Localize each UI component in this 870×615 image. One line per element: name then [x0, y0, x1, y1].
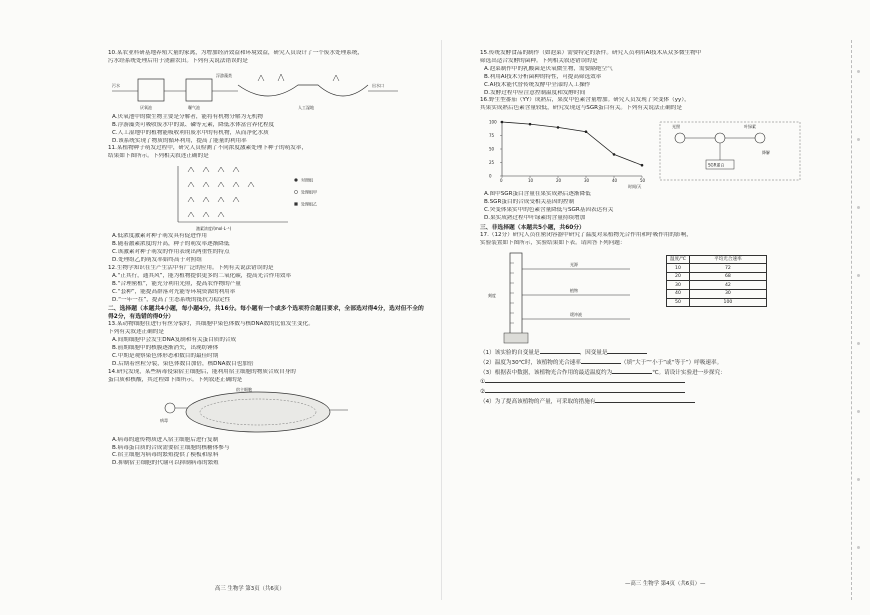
q17-label-plant: 植物: [570, 287, 578, 293]
q14-figure: [108, 386, 426, 436]
q16-y-tick-label: 25: [489, 160, 495, 166]
q17-subq-2-b: （填“大于”“小于”或“等于”）呼吸速率。: [620, 359, 723, 366]
q13-option-b: B.前期细胞中的核膜逐渐消失，出现纺锤体: [112, 345, 219, 352]
table-row: [667, 272, 767, 281]
q14-option-b: B.病毒蛋白质的合成需要宿主细胞的核糖体参与: [112, 444, 230, 451]
q16-option-d: D.果实成熟过程中叶绿素的含量持续增加: [484, 214, 586, 221]
q10-label-aeration: 曝气池: [188, 104, 200, 110]
q11-option-d: D.处理组乙的萌发率始终高于对照组: [112, 256, 202, 263]
binding-stitch: [857, 546, 860, 549]
table-cell: 30: [689, 290, 766, 299]
q10-option-b: B.浮游藻类可吸收废水中的氮、磷等元素，降低水体富营养化程度: [112, 121, 275, 128]
answer-blank[interactable]: [595, 397, 695, 403]
q16-data-point: [613, 153, 616, 156]
table-cell: 72: [689, 264, 766, 273]
table-header: 温度/℃: [667, 255, 690, 264]
binding-stitch: [857, 70, 860, 73]
q10-label-outlet: 出水口: [372, 82, 384, 88]
left-page-footer: 高三 生物学 第3页（共6页）: [215, 586, 285, 592]
q16-option-a: A.图中SGR蛋白含量在果实成熟后逐渐降低: [484, 191, 591, 198]
q16-x-tick-label: 10: [528, 178, 534, 184]
q14-option-a: A.病毒的遗传物质进入宿主细胞后进行复制: [112, 436, 219, 443]
table-cell: 10: [667, 264, 690, 273]
q17-subq-3-step1: [480, 377, 816, 387]
q16-line-chart: [480, 114, 810, 190]
q14-stem-line1: 14.研究发现，某些病毒侵染宿主细胞后，能利用宿主细胞的物质合成自身的: [108, 368, 296, 375]
q17-data-table: [666, 255, 767, 308]
q16-data-point: [557, 126, 560, 129]
q13-option-c: C.中期是观察染色体形态和数目的最佳时期: [112, 353, 219, 360]
q16-diagram-light: 光照: [672, 124, 680, 130]
binding-stitch: [857, 478, 860, 481]
table-cell: 68: [689, 272, 766, 281]
table-row: [667, 290, 767, 299]
q16-x-axis-label: 时间/天: [628, 184, 642, 190]
q16-y-tick-label: 0: [489, 173, 492, 179]
q11-option-c: C.该激素对种子萌发的作用表现出两重性的特点: [112, 249, 230, 256]
q10-figure: [108, 67, 426, 113]
q16-x-tick-label: 30: [584, 178, 590, 184]
table-header-row: [667, 255, 767, 264]
table-row: [667, 281, 767, 290]
q13-stem-line2: 下列有关叙述正确的是: [108, 329, 164, 336]
binding-edge: [851, 40, 866, 600]
q16-x-tick-label: 20: [556, 178, 562, 184]
binding-stitch: [857, 410, 860, 413]
binding-stitch: [857, 138, 860, 141]
q16-figure: [480, 114, 816, 190]
q16-x-tick-label: 40: [612, 178, 618, 184]
q10-option-d: D.该系统实现了物质的循环利用，提高了能量的利用率: [112, 137, 247, 144]
q12-option-a: A.“正其行，通其风”，能为植物提供更多的二氧化碳，提高光合作用效率: [112, 272, 292, 279]
section-2-heading: 二、选择题（本题共4小题，每小题4分，共16分。每小题有一个或多个选项符合题目要求，全部选对得4分，选对但不全的得2分，有选错的得0分）: [108, 306, 424, 321]
q12-option-d: D.“一年一茬”，提高了生态系统的抵抗力稳定性: [112, 296, 231, 303]
table-cell: 50: [667, 298, 690, 307]
q17-subq-3: [480, 368, 816, 378]
table-cell: 30: [667, 281, 690, 290]
table-cell: 40: [667, 290, 690, 299]
q16-data-point: [641, 164, 644, 167]
table-row: [667, 298, 767, 307]
q17-subq-4-a: （4）为了提高该植物的产量，可采取的措施有: [480, 399, 596, 406]
q17-label-scale: 刻度: [488, 292, 496, 298]
q11-stem-line2: 结果如下图所示。下列相关叙述正确的是: [108, 153, 209, 160]
q16-data-point: [529, 123, 532, 126]
q15-option-d: D.发酵过程中应注意控制温度和发酵时间: [484, 89, 586, 96]
q17-label-light: 光源: [570, 261, 578, 267]
table-row: [667, 264, 767, 273]
q11-legend-3: 处理组乙: [301, 201, 317, 207]
q14-option-d: D.抑制宿主细胞的代谢可以抑制病毒的繁殖: [112, 460, 219, 467]
q10-label-wetland: 人工湿地: [298, 104, 314, 110]
page-divider: [441, 40, 442, 600]
q14-label-host: 宿主细胞: [236, 386, 252, 392]
answer-blank[interactable]: [607, 348, 647, 354]
q12-option-c: C.“套种”，能提高群落对光能等环境资源的利用率: [112, 288, 236, 295]
q16-stem-line1: 16.野生型番茄（YY）成熟后，果皮中色素含量增加。研究人员发现了突变体（yy），: [480, 97, 690, 104]
table-cell: 42: [689, 281, 766, 290]
q16-x-tick-label: 0: [500, 178, 503, 184]
answer-blank[interactable]: [612, 368, 652, 374]
q16-data-point: [585, 131, 588, 134]
q11-stem-line1: 11.某植物种子萌发过程中，研究人员检测了不同浓度激素处理下种子的萌发率，: [108, 145, 308, 152]
table-header: 平均光合速率: [689, 255, 766, 264]
q13-option-a: A.间期细胞中会发生DNA复制和有关蛋白质的合成: [112, 337, 237, 344]
q15-option-b: B.利用AI技术分析菌种的特性，可提高筛选效率: [484, 73, 602, 80]
q17-subq-3-step2: [480, 387, 816, 397]
q16-x-tick-label: 50: [640, 178, 646, 184]
q15-stem-line2: 筛选出适合发酵的菌种。下列相关叙述错误的是: [480, 57, 598, 64]
q15-option-c: C.AI技术能代替传统发酵中全部的人工操作: [484, 81, 591, 88]
q17-subq-1: [480, 348, 816, 358]
q17-subq-1-b: ，因变量是: [579, 349, 608, 356]
q16-stem-line2: 其果实成熟后色素含量较低，研究发现这与SGR蛋白有关。下列有关说法正确的是: [480, 105, 682, 112]
q16-diagram-degrade: 降解: [762, 150, 770, 156]
answer-blank[interactable]: [485, 377, 685, 383]
q13-stem-line1: 13.某动物细胞在进行有丝分裂时，其细胞中染色体数与核DNA数的比值发生变化。: [108, 321, 314, 328]
q15-stem-line1: 15.传统发酵食品的制作（如泡菜）需要特定的条件。研究人员利用AI技术从众多微生物中: [480, 50, 702, 56]
q11-option-b: B.随着激素浓度的升高，种子的萌发率逐渐降低: [112, 241, 230, 248]
q10-label-wastewater: 污水: [112, 82, 120, 88]
left-page: [108, 50, 426, 598]
q17-subq-2: [480, 358, 816, 368]
binding-stitch: [857, 342, 860, 345]
q16-option-c: C.突变体果实中的色素含量降低与SGR基因表达有关: [484, 207, 614, 214]
q15-option-a: A.泡菜制作中的乳酸菌是厌氧微生物，需要隔绝空气: [484, 65, 613, 72]
q10-label-algae: 浮游藻类: [216, 72, 232, 78]
q10-stem-line1: 10.某农业科研基地养殖大量的家禽，为增加经济效益和环境效益，研究人员设计了一个废水处理系统，: [108, 50, 364, 56]
q11-option-a: A.低浓度激素对种子萌发具有促进作用: [112, 233, 208, 240]
q12-option-b: B.“合理密植”，能充分利用光照，提高农作物的产量: [112, 280, 241, 287]
q17-figure: [480, 249, 816, 347]
q10-stem-line2: 污水经系统处理后用于浇灌农田。下列有关说法错误的是: [108, 57, 248, 64]
right-page: [480, 50, 816, 598]
q17-stem-line1: 17.（12分）研究人员在密闭容器中研究了温度对某植物光合作用和呼吸作用的影响，: [480, 231, 692, 238]
q11-legend-2: 处理组甲: [301, 189, 317, 195]
q14-label-virus: 病毒: [160, 417, 168, 423]
q16-y-tick-label: 75: [489, 133, 495, 139]
table-cell: 100: [689, 298, 766, 307]
answer-blank[interactable]: [581, 358, 621, 364]
q10-option-a: A.厌氧池中的微生物主要是分解者，能将有机物分解为无机物: [112, 113, 263, 120]
binding-stitch: [857, 206, 860, 209]
q16-y-tick-label: 50: [489, 146, 495, 152]
q17-subq-1-a: （1）该实验的自变量是: [480, 349, 540, 356]
q17-step-2-label: ②: [480, 389, 486, 396]
q17-subq-3-a: （3）根据表中数据，该植物光合作用的最适温度约为: [480, 369, 613, 376]
binding-stitch: [857, 274, 860, 277]
q16-y-tick-label: 100: [489, 119, 497, 125]
q16-series-line: [502, 122, 642, 165]
table-cell: 20: [667, 272, 690, 281]
q11-legend-1: 对照组: [301, 177, 313, 183]
answer-blank[interactable]: [485, 387, 685, 393]
section-3-heading: 三、非选择题（本题共5小题，共60分）: [480, 224, 585, 231]
q16-option-b: B.SGR蛋白的合成受相关基因的控制: [484, 199, 575, 206]
q16-data-point: [501, 121, 504, 124]
answer-blank[interactable]: [540, 348, 580, 354]
q16-mechanism-diagram: [660, 122, 800, 180]
right-page-footer: —高三 生物学 第4页（共6页）—: [625, 581, 706, 587]
q14-stem-line2: 蛋白质和核酸，其过程如下图所示。下列叙述正确的是: [108, 376, 243, 383]
q16-series: [501, 121, 644, 167]
q17-subq-3-b: ℃。请设计实验进一步探究：: [652, 369, 726, 376]
q17-apparatus: [480, 249, 650, 347]
q17-stem-line2: 实验装置如下图所示，实验结果如下表。请回答下列问题：: [480, 239, 626, 246]
q11-axis-x: 激素浓度/(mol·L⁻¹): [196, 226, 232, 232]
q17-subq-2-a: （2）温度为30℃时，该植物的光合速率: [480, 359, 581, 366]
q10-option-c: C.人工湿地中的植物能吸收利用废水中的有机物，从而净化水质: [112, 129, 269, 136]
q17-subq-4: [480, 397, 816, 407]
q11-figure: [108, 162, 426, 232]
q10-label-anaerobic: 厌氧池: [140, 104, 152, 110]
q17-label-buffer: 缓冲液: [570, 311, 582, 317]
q13-option-d: D.后期着丝粒分裂，染色体数目加倍，核DNA数目也加倍: [112, 360, 254, 367]
q14-option-c: C.宿主细胞为病毒的繁殖提供了模板和原料: [112, 452, 219, 459]
q17-step-1-label: ①: [480, 379, 486, 386]
q16-diagram-sgr: SGR蛋白: [708, 162, 725, 168]
q12-stem-line1: 12.生物学知识在生产生活中有广泛的应用。下列有关说法错误的是: [108, 264, 274, 271]
q16-diagram-chlorophyll: 叶绿素: [744, 124, 756, 130]
